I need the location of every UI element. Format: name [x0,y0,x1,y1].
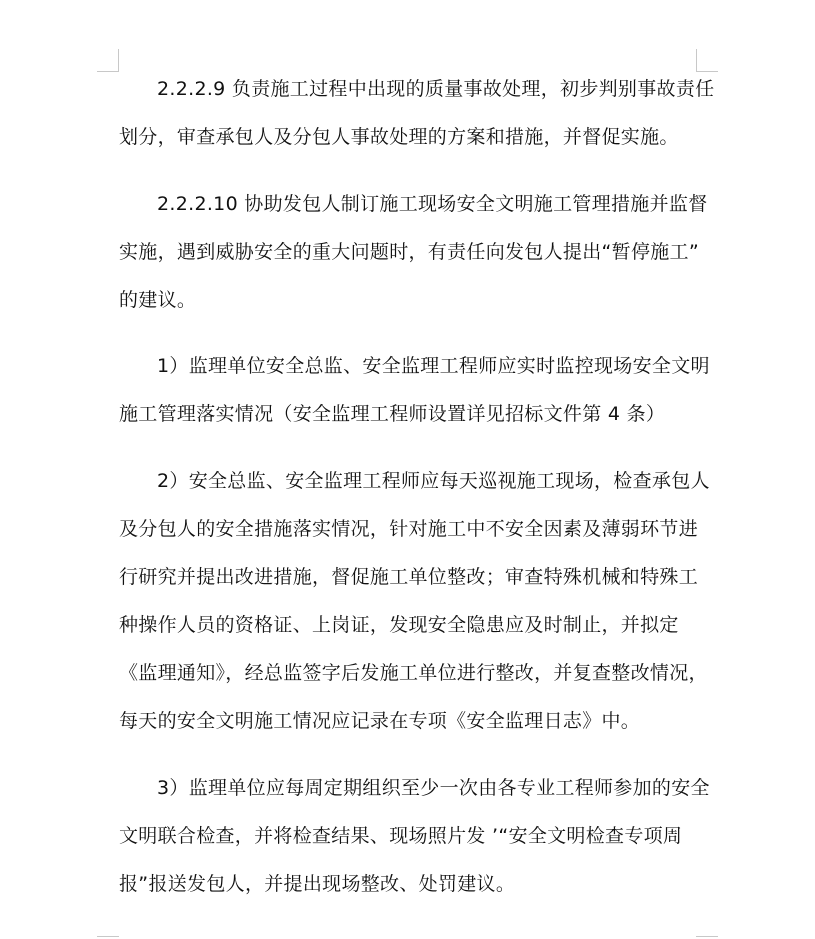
item-1-line-2: 施工管理落实情况（安全监理工程师设置详见招标文件第 4 条） [119,403,666,425]
item-2-line-6: 每天的安全文明施工情况应记录在专项《安全监理日志》中。 [119,710,641,732]
paragraph-2-2-2-9-line-2: 划分，审查承包人及分包人事故处理的方案和措施，并督促实施。 [119,126,679,148]
crop-mark-top-right-h [696,71,718,72]
item-3-line-1: 3）监理单位应每周定期组织至少一次由各专业工程师参加的安全 [157,777,710,799]
item-2-line-4: 种操作人员的资格证、上岗证，发现安全隐患应及时制止，并拟定 [119,614,679,636]
item-3-line-2: 文明联合检查，并将检查结果、现场照片发 ’“安全文明检查专项周 [119,825,683,847]
item-2-line-5: 《监理通知》，经总监签字后发施工单位进行整改，并复查整改情况， [119,662,708,684]
item-1-line-1: 1）监理单位安全总监、安全监理工程师应实时监控现场安全文明 [157,355,710,377]
item-2-line-1: 2）安全总监、安全监理工程师应每天巡视施工现场，检查承包人 [157,470,710,492]
paragraph-2-2-2-10-line-3: 的建议。 [119,289,197,311]
paragraph-2-2-2-10-line-1: 2.2.2.10 协助发包人制订施工现场安全文明施工管理措施并监督 [157,193,708,215]
crop-mark-bottom-right-h [696,936,718,937]
crop-mark-top-right-v [696,49,697,71]
crop-mark-top-left-h [97,71,119,72]
item-2-line-2: 及分包人的安全措施落实情况，针对施工中不安全因素及薄弱环节进 [119,518,699,540]
paragraph-2-2-2-10-line-2: 实施，遇到威胁安全的重大问题时，有责任向发包人提出“暂停施工” [119,241,699,263]
paragraph-2-2-2-9-line-1: 2.2.2.9 负责施工过程中出现的质量事故处理，初步判别事故责任 [157,78,715,100]
item-3-line-3: 报”报送发包人，并提出现场整改、处罚建议。 [119,873,516,895]
crop-mark-bottom-left-h [97,936,119,937]
item-2-line-3: 行研究并提出改进措施，督促施工单位整改；审查特殊机械和特殊工 [119,566,699,588]
crop-mark-top-left-v [118,49,119,71]
